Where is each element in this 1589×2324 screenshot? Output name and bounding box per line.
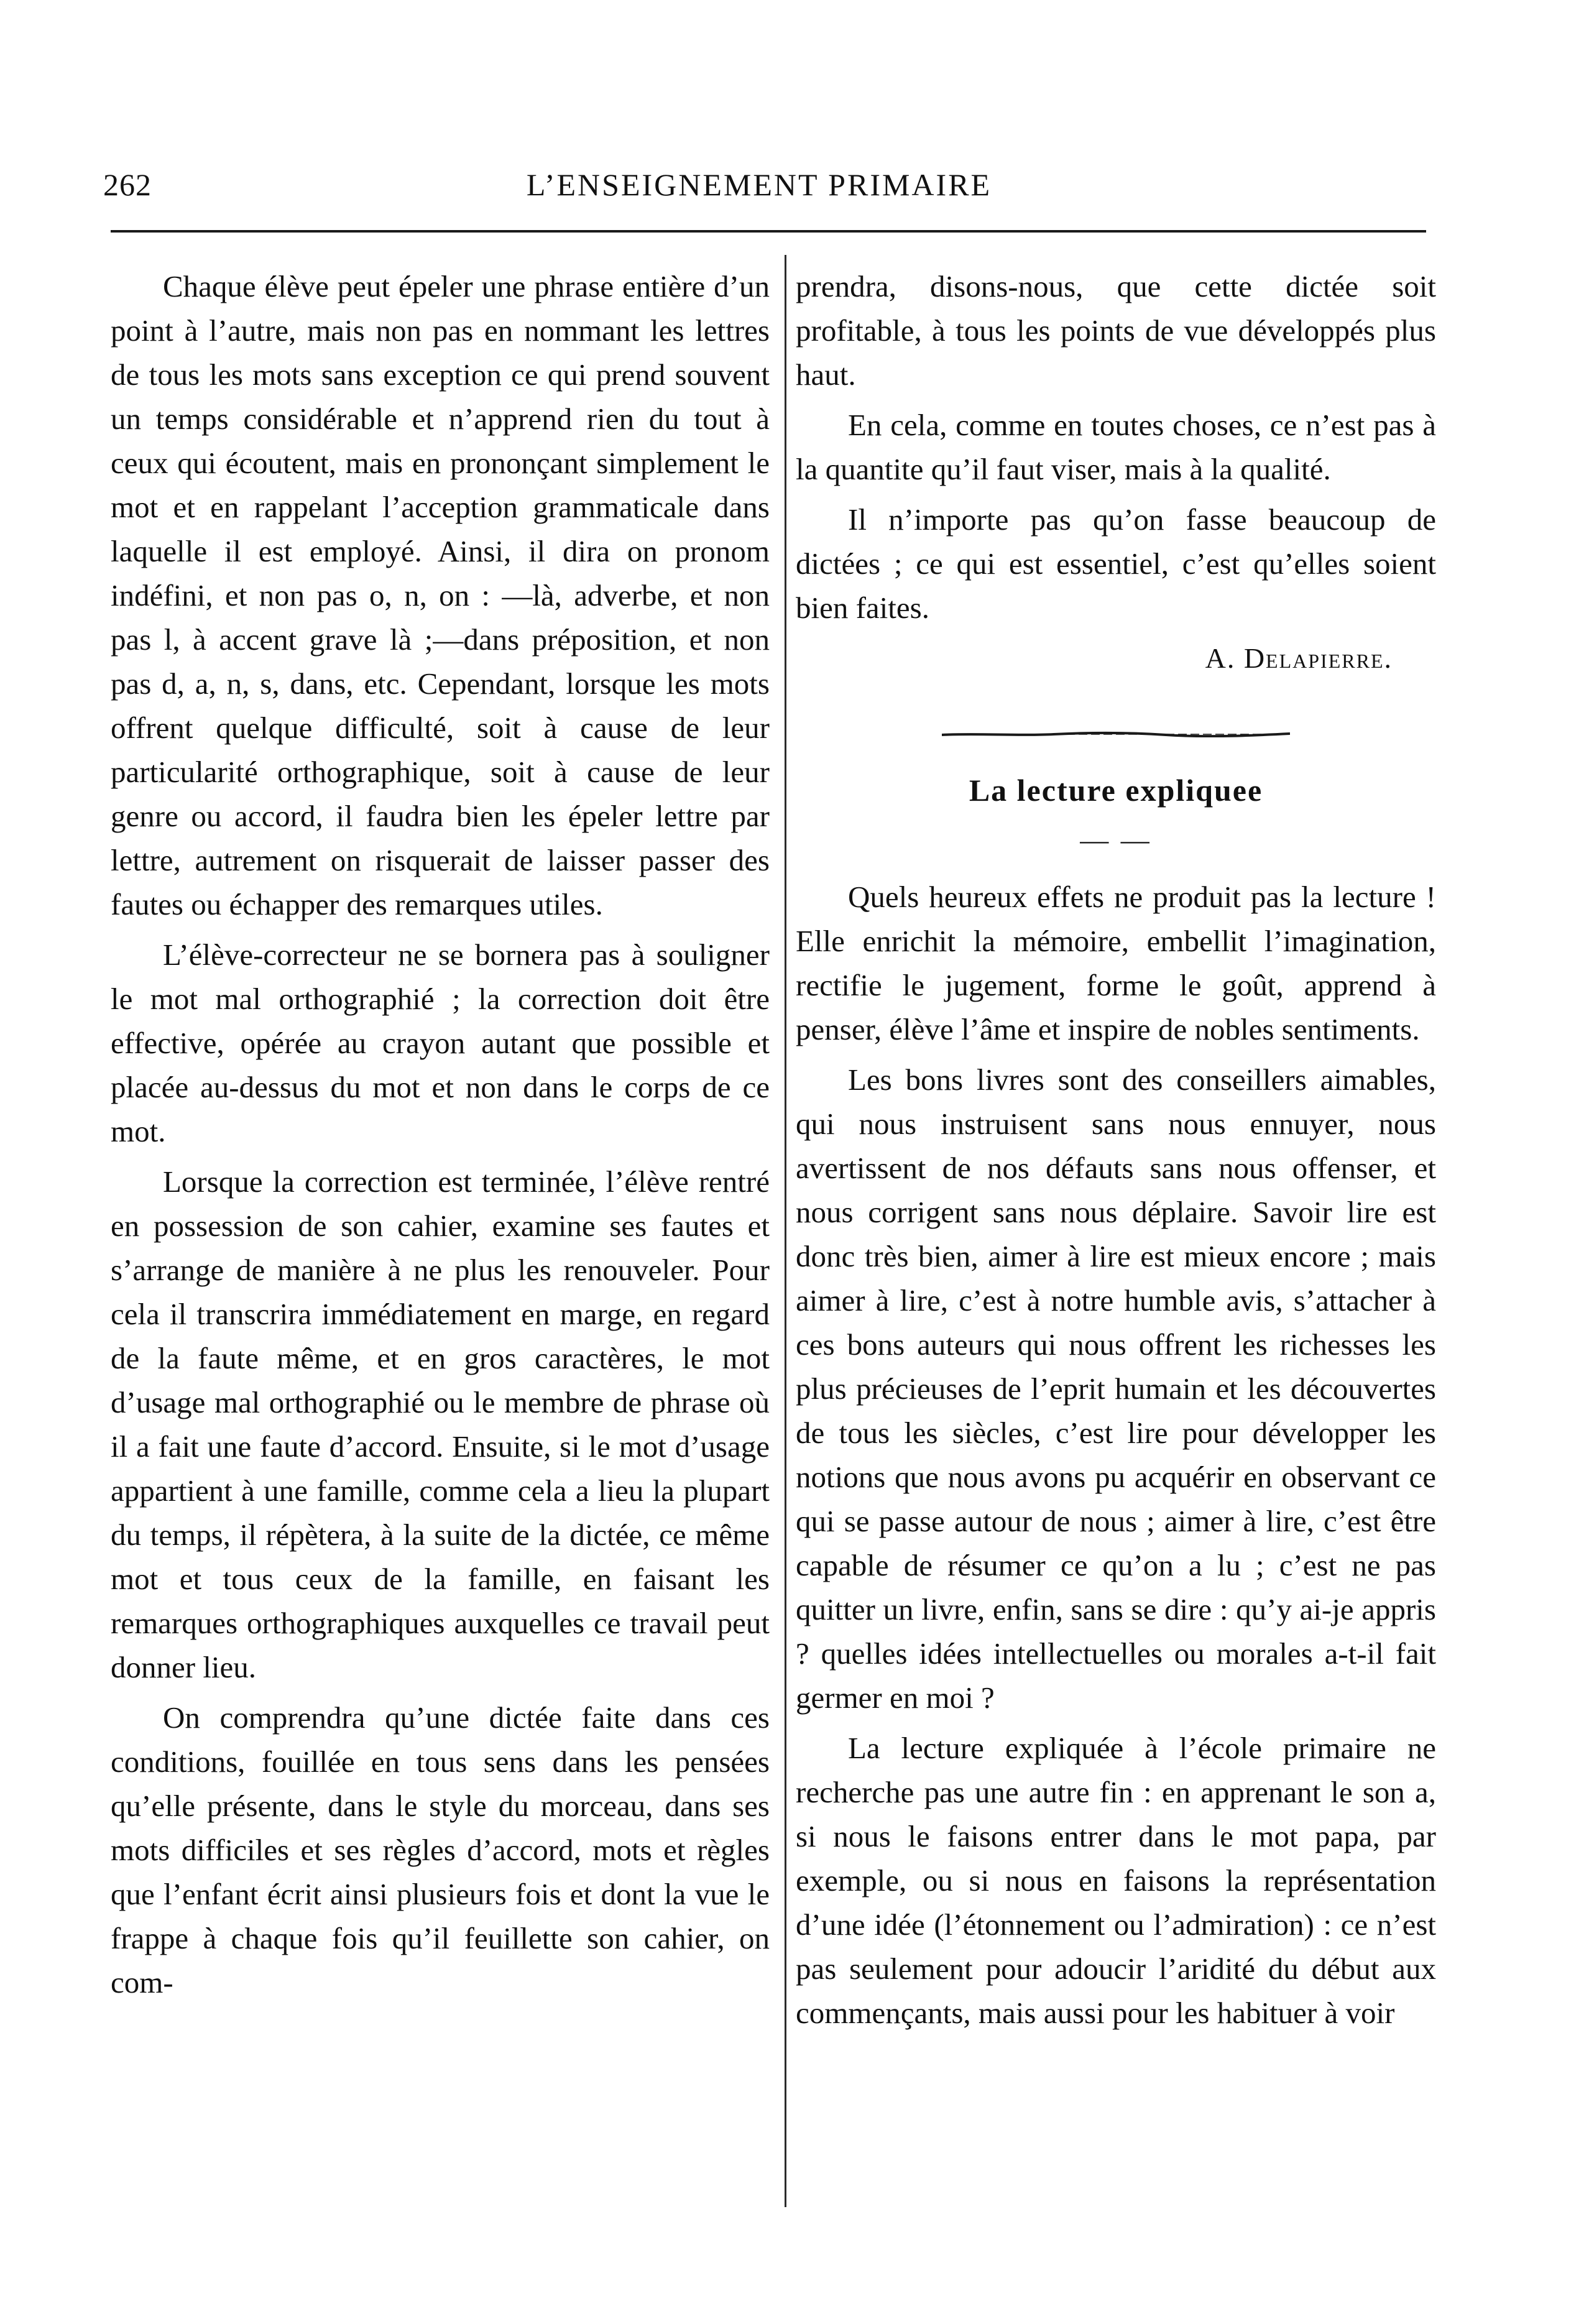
page-header [103, 167, 1415, 216]
paragraph: La lecture expliquée à l’école primaire ne recherche pas une autre fin : en apprenant le son a, si nous le faisons entrer dans le mot papa, par exemple, ou si nous en faisons la représentation d’une idée (l’étonnement ou l’admiration) : ce n’est pas seulement pour adoucir l’aridité du début aux commençants, mais aussi pour les habituer à voir [796, 1731, 1436, 2030]
left-column [111, 264, 770, 2004]
section-divider-ornament [942, 731, 1290, 737]
paragraph: Il n’importe pas qu’on fasse beaucoup de dictées ; ce qui est essentiel, c’est qu’elles soient bien faites. [796, 502, 1436, 625]
paragraph: On comprendra qu’une dictée faite dans ces conditions, fouillée en tous sens dans les pensées qu’elle présente, dans le style du morceau, dans ses mots difficiles et ses règles d’accord, mots et règles que l’enfant écrit ainsi plusieurs fois et dont la vue le frappe à chaque fois qu’il feuillette son cahier, on com- [111, 1700, 770, 1999]
paragraph-continuation: prendra, disons-nous, que cette dictée soit profitable, à tous les points de vue développés plus haut. [796, 269, 1436, 392]
header-rule [111, 230, 1426, 233]
running-title: L’ENSEIGNEMENT PRIMAIRE [526, 167, 992, 202]
author-signature: A. Delapierre. [1205, 642, 1393, 674]
paragraph: L’élève-correcteur ne se bornera pas à souligner le mot mal orthographié ; la correction doit être effective, opérée au crayon autant que possible et placée au-dessus du mot et non dans le corps de ce mot. [111, 938, 770, 1148]
paragraph: Chaque élève peut épeler une phrase entière d’un point à l’autre, mais non pas en nommant les lettres de tous les mots sans exception ce qui prend souvent un temps considérable et n’apprend rien du tout à ceux qui écoutent, mais en prononçant simplement le mot et en rappelant l’acception grammaticale dans laquelle il est employé. Ainsi, il dira on pronom indéfini, et non pas o, n, on : —là, adverbe, et non pas l, à accent grave là ;—dans préposition, et non pas d, a, n, s, dans, etc. Cependant, lorsque les mots offrent quelque difficulté, soit à cause de leur particularité orthographique, soit à cause de leur genre ou accord, il faudra bien les épeler lettre par lettre, autrement on risquerait de laisser passer des fautes ou échapper des remarques utiles. [111, 269, 770, 921]
column-divider [785, 255, 786, 2207]
paragraph: En cela, comme en toutes choses, ce n’est pas à la quantite qu’il faut viser, mais à la qualité. [796, 408, 1436, 486]
section-title: La lecture expliquee [969, 773, 1263, 808]
right-column [796, 264, 1436, 2035]
title-dash: — — [1080, 824, 1152, 855]
paragraph: Lorsque la correction est terminée, l’élève rentré en possession de son cahier, examine ses fautes et s’arrange de manière à ne plus les renouveler. Pour cela il transcrira immédiatement en marge, en regard de la faute même, et en gros caractères, le mot d’usage mal orthographié ou le membre de phrase où il a fait une faute d’accord. Ensuite, si le mot d’usage appartient à une famille, comme cela a lieu la plupart du temps, il répètera, à la suite de la dictée, ce même mot et tous ceux de la famille, en faisant les remarques orthographiques auxquelles ce travail peut donner lieu. [111, 1164, 770, 1684]
page-number: 262 [103, 167, 152, 202]
paragraph: Les bons livres sont des conseillers aimables, qui nous instruisent sans nous ennuyer, nous avertissent de nos défauts sans nous offenser, et nous corrigent sans nous déplaire. Savoir lire est donc très bien, aimer à lire est mieux encore ; mais aimer à lire, c’est à notre humble avis, s’attacher à ces bons auteurs qui nous offrent les richesses les plus précieuses de l’eprit humain et les découvertes de tous les siècles, c’est lire pour développer les notions que nous avons pu acquérir en observant ce qui se passe autour de nous ; aimer à lire, c’est être capable de résumer ce qu’on a lu ; c’est ne pas quitter un livre, enfin, sans se dire : qu’y ai-je appris ? quelles idées intellectuelles ou morales a-t-il fait germer en moi ? [796, 1063, 1436, 1715]
paragraph: Quels heureux effets ne produit pas la lecture ! Elle enrichit la mémoire, embellit l’imagination, rectifie le jugement, forme le goût, apprend à penser, élève l’âme et inspire de nobles sentiments. [796, 880, 1436, 1046]
